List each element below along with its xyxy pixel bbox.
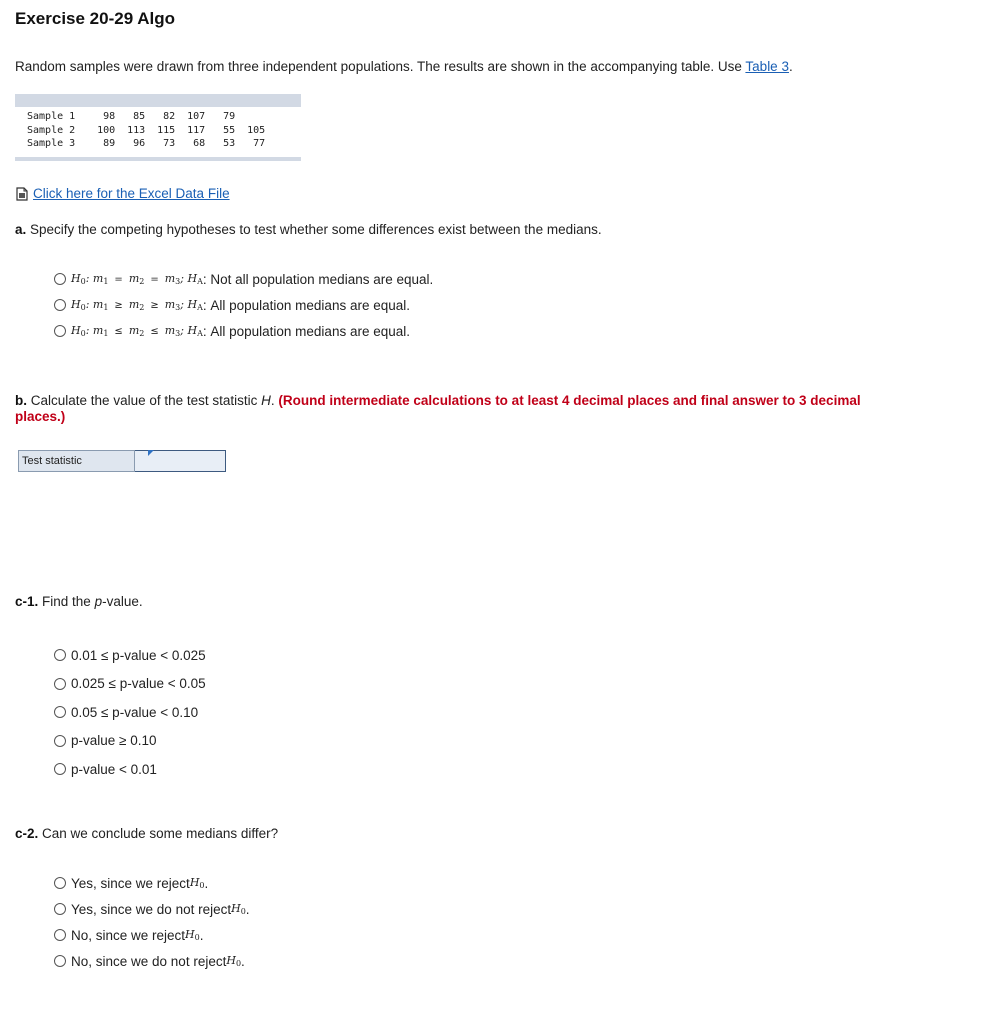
- colon: :: [202, 271, 211, 287]
- part-a-question: a. Specify the competing hypotheses to test whether some differences exist between the medians.: [15, 222, 602, 237]
- colon: : $m_1$: [85, 324, 109, 338]
- h0-label: $H_0$: [231, 902, 246, 916]
- table-header-bar: [15, 94, 301, 107]
- colon: : $m_1$: [85, 272, 109, 286]
- radio-button[interactable]: [54, 763, 66, 775]
- m2: $m_2$: [128, 298, 145, 312]
- h0-label: $H_0$: [226, 954, 242, 968]
- data-table-container: [15, 94, 301, 161]
- radio-button[interactable]: [54, 649, 66, 661]
- test-statistic-label: Test statistic: [18, 450, 135, 472]
- radio-button[interactable]: [54, 955, 66, 967]
- p-value-option[interactable]: [54, 641, 206, 670]
- data-cell: 82: [163, 111, 176, 122]
- option-label: Yes, since we reject: [71, 875, 190, 891]
- colon: :: [202, 323, 211, 339]
- radio-button[interactable]: [54, 273, 66, 285]
- data-row: [27, 110, 265, 124]
- input-corner-marker: [148, 450, 154, 456]
- ha-text: All population medians are equal.: [210, 323, 410, 339]
- relation-symbol: ≤: [114, 325, 123, 337]
- data-cell: 113: [127, 124, 146, 136]
- table-3-link[interactable]: Table 3: [745, 59, 789, 74]
- intro-text: Random samples were drawn from three independent populations. The results are shown in the accompanying table. Use Table 3.: [15, 59, 793, 74]
- m2: $m_2$: [128, 272, 145, 286]
- h0-label: $H_0$: [71, 298, 86, 312]
- period: .: [204, 875, 209, 891]
- data-cell: 85: [133, 111, 146, 122]
- relation-symbol: =: [150, 273, 159, 285]
- data-cell: 115: [157, 124, 176, 136]
- ha-text: Not all population medians are equal.: [210, 271, 434, 287]
- p-value-option[interactable]: [54, 727, 206, 756]
- data-cell: [235, 110, 265, 124]
- radio-button[interactable]: [54, 929, 66, 941]
- colon: : $m_1$: [85, 298, 109, 312]
- relation-symbol: ≥: [150, 299, 159, 311]
- part-c1-question: c-1. Find the p-value.: [15, 594, 143, 609]
- row-label: Sample 2: [27, 124, 76, 136]
- table-footer-bar: [15, 157, 301, 161]
- rounding-instruction: (Round intermediate calculations to at least 4 decimal places and final answer to 3 decimal places.): [15, 393, 861, 424]
- part-c2-question: c-2. Can we conclude some medians differ?: [15, 826, 279, 841]
- h0-label: $H_0$: [185, 928, 200, 942]
- data-cell: 53: [223, 138, 236, 149]
- period: .: [199, 927, 204, 943]
- relation-symbol: ≥: [114, 299, 123, 311]
- part-c1-options: [54, 641, 206, 784]
- data-cell: 73: [163, 138, 176, 149]
- data-cell: 117: [187, 124, 206, 136]
- option-label: 0.01 ≤ p-value < 0.025: [71, 647, 206, 663]
- radio-button[interactable]: [54, 735, 66, 747]
- page-title: Exercise 20-29 Algo: [15, 9, 176, 28]
- m3: $m_3$; $H_A$: [164, 272, 203, 286]
- data-row: [27, 137, 265, 151]
- colon: :: [202, 297, 211, 313]
- option-label: 0.025 ≤ p-value < 0.05: [71, 676, 206, 692]
- data-cell: 79: [223, 111, 236, 122]
- option-label: p-value ≥ 0.10: [71, 733, 157, 749]
- m3: $m_3$; $H_A$: [164, 298, 203, 312]
- conclusion-option[interactable]: [54, 948, 250, 974]
- row-label: Sample 3: [27, 138, 76, 149]
- conclusion-option[interactable]: [54, 896, 250, 922]
- h0-label: $H_0$: [71, 324, 86, 338]
- period: .: [241, 953, 245, 969]
- hypothesis-option[interactable]: [54, 318, 433, 344]
- m3: $m_3$; $H_A$: [164, 324, 203, 338]
- data-row: [27, 124, 265, 138]
- sample-data-table: [27, 110, 265, 151]
- row-label: Sample 1: [27, 111, 76, 122]
- p-value-option[interactable]: [54, 755, 206, 784]
- data-cell: 100: [97, 124, 116, 136]
- hypothesis-option[interactable]: [54, 292, 433, 318]
- excel-file-icon: [15, 187, 29, 201]
- part-c2-options: [54, 870, 250, 974]
- data-cell: 77: [253, 138, 266, 149]
- ha-text: All population medians are equal.: [210, 297, 410, 313]
- option-label: 0.05 ≤ p-value < 0.10: [71, 704, 199, 720]
- data-cell: 55: [223, 124, 236, 136]
- radio-button[interactable]: [54, 903, 66, 915]
- hypothesis-option[interactable]: [54, 266, 433, 292]
- option-label: No, since we reject: [71, 927, 186, 943]
- radio-button[interactable]: [54, 877, 66, 889]
- h0-label: $H_0$: [71, 272, 86, 286]
- conclusion-option[interactable]: [54, 922, 250, 948]
- relation-symbol: =: [114, 273, 123, 285]
- h0-label: $H_0$: [189, 876, 205, 890]
- p-value-option[interactable]: [54, 698, 206, 727]
- conclusion-option[interactable]: [54, 870, 250, 896]
- option-label: Yes, since we do not reject: [71, 901, 232, 917]
- data-cell: 96: [133, 138, 146, 149]
- data-cell: 68: [193, 138, 206, 149]
- m2: $m_2$: [128, 324, 145, 338]
- option-label: No, since we do not reject: [71, 953, 227, 969]
- radio-button[interactable]: [54, 678, 66, 690]
- radio-button[interactable]: [54, 325, 66, 337]
- period: .: [245, 901, 250, 917]
- test-statistic-row: [18, 450, 226, 472]
- data-cell: 107: [187, 111, 206, 122]
- data-cell: 98: [103, 111, 116, 122]
- excel-data-link[interactable]: Click here for the Excel Data File: [15, 186, 230, 201]
- p-value-option[interactable]: [54, 670, 206, 699]
- relation-symbol: ≤: [150, 325, 159, 337]
- data-cell: 89: [103, 138, 116, 149]
- option-label: p-value < 0.01: [71, 761, 157, 777]
- part-b-question: b. Calculate the value of the test statistic H. (Round intermediate calculations to at least 4 decimal places and final answer to 3 decimal places.): [15, 393, 861, 424]
- radio-button[interactable]: [54, 706, 66, 718]
- radio-button[interactable]: [54, 299, 66, 311]
- part-a-options: [54, 266, 433, 344]
- data-cell: 105: [247, 124, 266, 136]
